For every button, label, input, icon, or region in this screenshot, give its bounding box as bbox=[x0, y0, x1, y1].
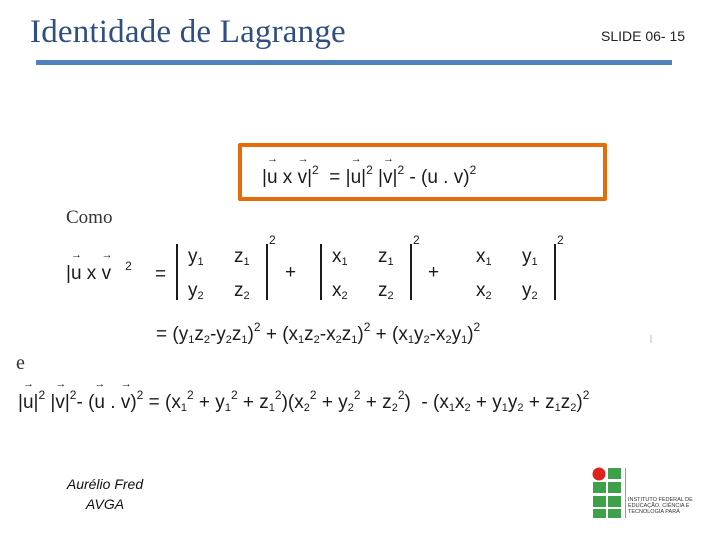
title-underline bbox=[36, 60, 672, 65]
author-course: AVGA bbox=[85, 496, 125, 512]
author-credit bbox=[40, 474, 170, 514]
e-label: e bbox=[16, 352, 25, 374]
slide-number: SLIDE 06- 15 bbox=[601, 28, 686, 44]
determinant-expansion: = $(y_1z_2-y_2z_1)^2 + (x_1z_2-x_2z_1)^2 + (x_1y_2-x_2y_1)^2$ bbox=[156, 320, 481, 346]
plus-sign: + bbox=[285, 262, 297, 283]
logo-red-dot bbox=[593, 468, 606, 481]
equals-sign: = bbox=[155, 264, 167, 285]
author-name: Aurélio Fred bbox=[66, 476, 144, 492]
como-label: Como bbox=[66, 207, 113, 228]
plus-sign: + bbox=[428, 262, 440, 283]
slide-title: Identidade de Lagrange bbox=[30, 14, 346, 50]
cross-product-lhs: |→ u x → v $^2$ bbox=[66, 259, 132, 285]
logo-institution-text: INSTITUTO FEDERAL DE EDUCAÇÃO, CIÊNCIA E TECNOLOGIA PARÁ bbox=[628, 497, 693, 515]
scan-artifact bbox=[650, 335, 652, 343]
norm-product-expansion: |→ $u|^2$ |→ $v|^2-$ (→ u . → $v)^2 = (x_1^2 + y_1^2 + z_1^2)(x_2^2 + y_2^2 + z_2^2) - (x_1x_2 + y_1y_2 + z_1z_2)^2$ bbox=[18, 388, 589, 414]
lagrange-identity: |→ u $x \to v|^2$ = |→ $u|^2$ |→ $v|^2 - (u$ . v)$^2$ bbox=[262, 163, 476, 189]
